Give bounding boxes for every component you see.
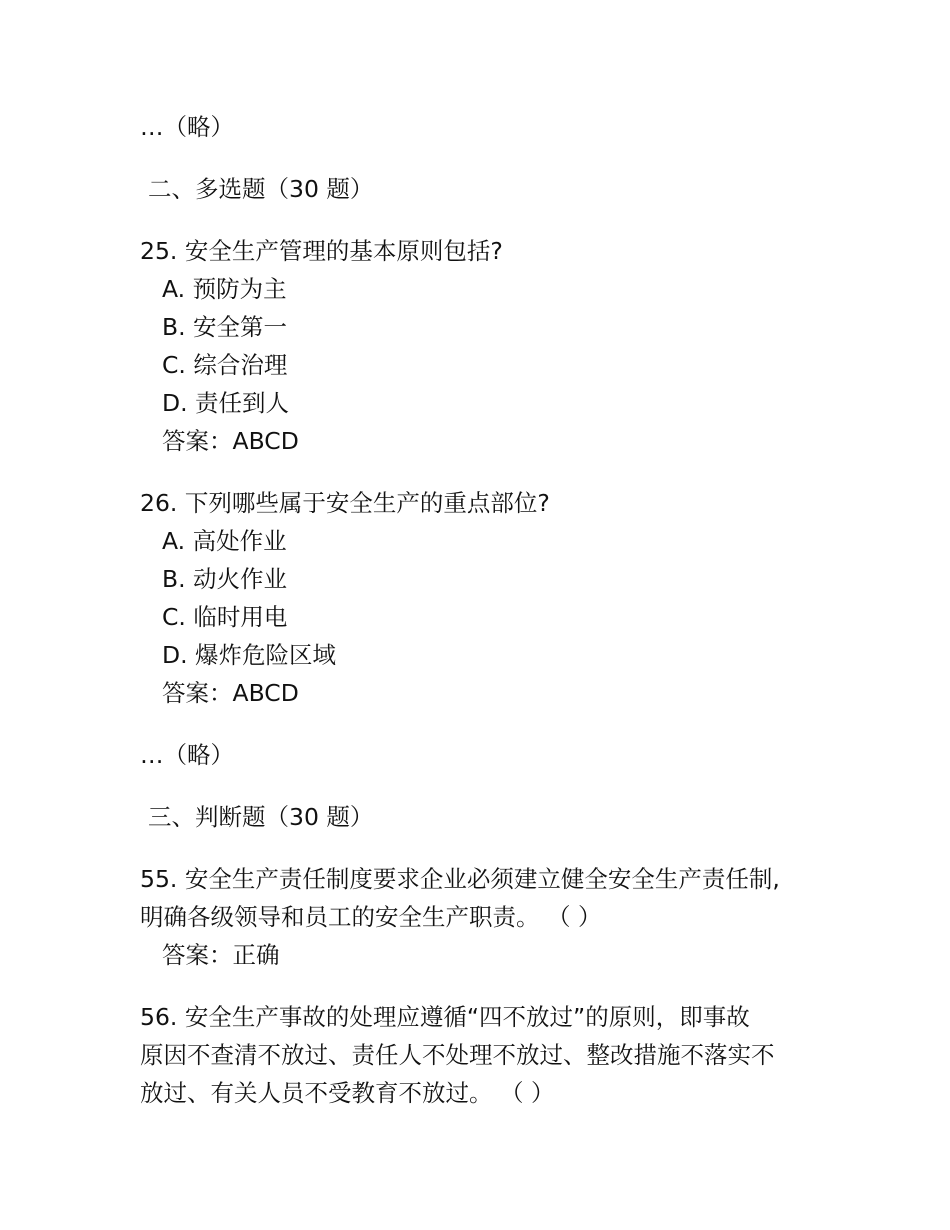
question-text-line: 明确各级领导和员工的安全生产职责。 （ ） [140,903,602,931]
question-text-line: 放过、有关人员不受教育不放过。 （ ） [140,1079,555,1107]
option-b: B. 动火作业 [162,565,288,593]
option-b: B. 安全第一 [162,313,288,341]
question-25 [140,232,830,460]
question-text: 25. 安全生产管理的基本原则包括? [140,237,503,265]
omitted-note: …（略） [140,113,234,141]
question-26 [140,484,830,712]
option-a: A. 预防为主 [162,275,287,303]
omitted-note: …（略） [140,741,234,769]
question-55 [140,860,830,974]
option-c: C. 临时用电 [162,603,288,631]
question-text: 26. 下列哪些属于安全生产的重点部位? [140,489,550,517]
question-56 [140,998,830,1112]
answer: 答案：正确 [162,941,280,969]
document-page [140,108,830,1112]
section-heading-true-false: 三、判断题（30 题） [148,803,374,831]
answer: 答案：ABCD [162,427,299,455]
question-text-line: 56. 安全生产事故的处理应遵循“四不放过”的原则，即事故 [140,1003,750,1031]
section-heading-multiple-choice: 二、多选题（30 题） [148,175,374,203]
option-d: D. 爆炸危险区域 [162,641,337,669]
question-text-line: 55. 安全生产责任制度要求企业必须建立健全安全生产责任制, [140,865,780,893]
option-c: C. 综合治理 [162,351,288,379]
answer: 答案：ABCD [162,679,299,707]
option-a: A. 高处作业 [162,527,287,555]
question-text-line: 原因不查清不放过、责任人不处理不放过、整改措施不落实不 [140,1041,775,1069]
option-d: D. 责任到人 [162,389,290,417]
